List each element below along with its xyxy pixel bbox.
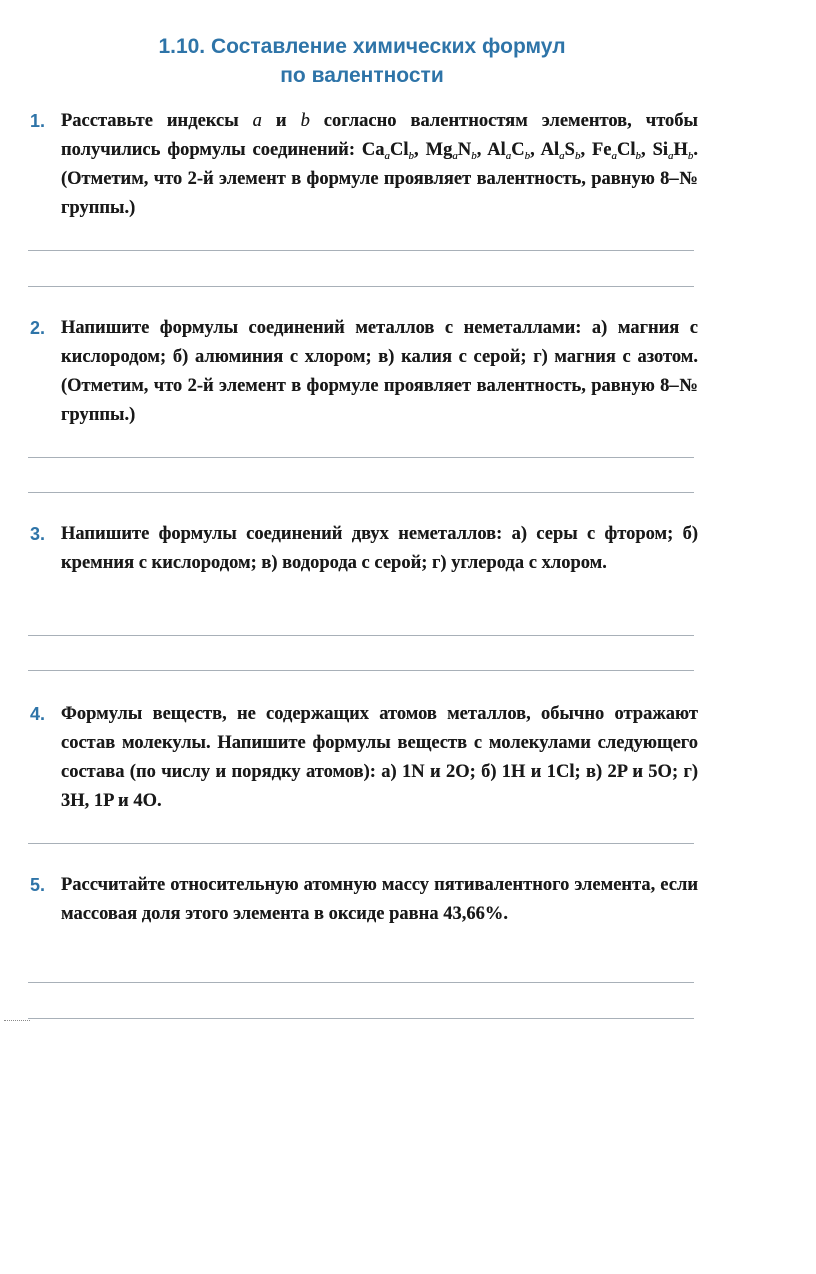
sub-a: a: [505, 150, 512, 162]
element-1: Al: [540, 140, 560, 160]
task-text-start: Расставьте индексы: [61, 111, 253, 131]
element-1: Ca: [361, 140, 385, 160]
answer-line[interactable]: [28, 670, 694, 671]
task-number: 2.: [30, 318, 46, 338]
answer-line[interactable]: [28, 982, 694, 983]
element-2: S: [564, 140, 575, 160]
answer-line[interactable]: [28, 286, 694, 287]
sub-a: a: [611, 150, 618, 162]
task-text: Рассчитайте относительную атомную массу пятивалентного элемента, если массовая доля этого элемента в оксиде равна 43,66%.: [61, 875, 698, 924]
task-text: Напишите формулы соединений металлов с неметаллами: а) магния с кислородом; б) алюминия с хлором; в) калия с серой; г) магния с азотом. (Отметим, что 2-й элемент в формуле проявляет валентность, равную 8–№ группы.): [61, 318, 698, 425]
element-2: C: [511, 140, 525, 160]
sub-a: a: [384, 150, 391, 162]
sub-b: b: [574, 150, 581, 162]
element-1: Fe: [592, 140, 612, 160]
formula-4: [541, 140, 581, 160]
title-line-2: по валентности: [280, 64, 444, 87]
sub-b: b: [635, 150, 642, 162]
task-text: Напишите формулы соединений двух неметаллов: а) серы с фтором; б) кремния с кислородом; в) водорода с серой; г) углерода с хлором.: [61, 524, 698, 573]
element-2: N: [457, 140, 472, 160]
element-2: H: [673, 140, 688, 160]
task-4: [30, 700, 698, 816]
index-a: a: [252, 111, 262, 131]
element-1: Al: [487, 140, 506, 160]
task-2: [30, 314, 698, 430]
task-text-end: . (Отметим, что 2-й элемент в формуле проявляет валентность, равную 8–№ группы.): [61, 140, 699, 218]
answer-line[interactable]: [28, 457, 694, 458]
sub-a: a: [668, 150, 674, 162]
element-2: Cl: [617, 140, 636, 160]
element-1: Si: [652, 140, 669, 160]
element-1: Mg: [425, 140, 453, 160]
conjunction: и: [261, 111, 301, 131]
answer-line[interactable]: [28, 635, 694, 636]
task-text: Формулы веществ, не содержащих атомов металлов, обычно отражают состав молекулы. Напишите формулы веществ с молекулами следующего состава (по числу и порядку атомов): а) 1N и 2O; б) 1H и 1Cl; в) 2P и 5O; г) 3H, 1P и 4O.: [61, 704, 698, 811]
margin-mark: [4, 1020, 30, 1021]
formula-6: [653, 140, 694, 160]
element-2: Cl: [390, 140, 409, 160]
formula-2: [426, 140, 477, 160]
index-b: b: [300, 111, 310, 131]
sub-b: b: [471, 150, 477, 162]
sub-a: a: [452, 150, 458, 162]
sub-b: b: [524, 150, 531, 162]
answer-line[interactable]: [28, 843, 694, 844]
title-line-1: 1.10. Составление химических формул: [158, 35, 566, 58]
task-text: Расставьте индексы a и b согласно валентностям элементов, чтобы получились формулы соединений: $Ca_aCl_b$, $Mg_aN_b$, $Al_aC_b$, $Al_aS_b$, $Fe_aCl_b$, $Si_aH_b$. (Отметим, что 2-й элемент в формуле проявляет валентность, равную 8–№ группы.): [61, 111, 699, 218]
task-text-middle: согласно валентностям элементов, чтобы получились формулы соединений:: [61, 111, 698, 160]
task-number: 4.: [30, 704, 46, 724]
task-number: 5.: [30, 875, 46, 895]
answer-line[interactable]: [28, 1018, 694, 1019]
sub-a: a: [559, 150, 565, 162]
task-5: [30, 871, 698, 929]
formula-5: [592, 140, 641, 160]
task-number: 3.: [30, 524, 46, 544]
sub-b: b: [687, 150, 694, 162]
formula-1: [362, 140, 414, 160]
formula-3: [487, 140, 530, 160]
task-1: [30, 107, 698, 223]
sub-b: b: [408, 150, 415, 162]
answer-line[interactable]: [28, 250, 694, 251]
task-3: [30, 520, 698, 578]
page-title: [0, 32, 724, 90]
answer-line[interactable]: [28, 492, 694, 493]
task-number: 1.: [30, 111, 46, 131]
